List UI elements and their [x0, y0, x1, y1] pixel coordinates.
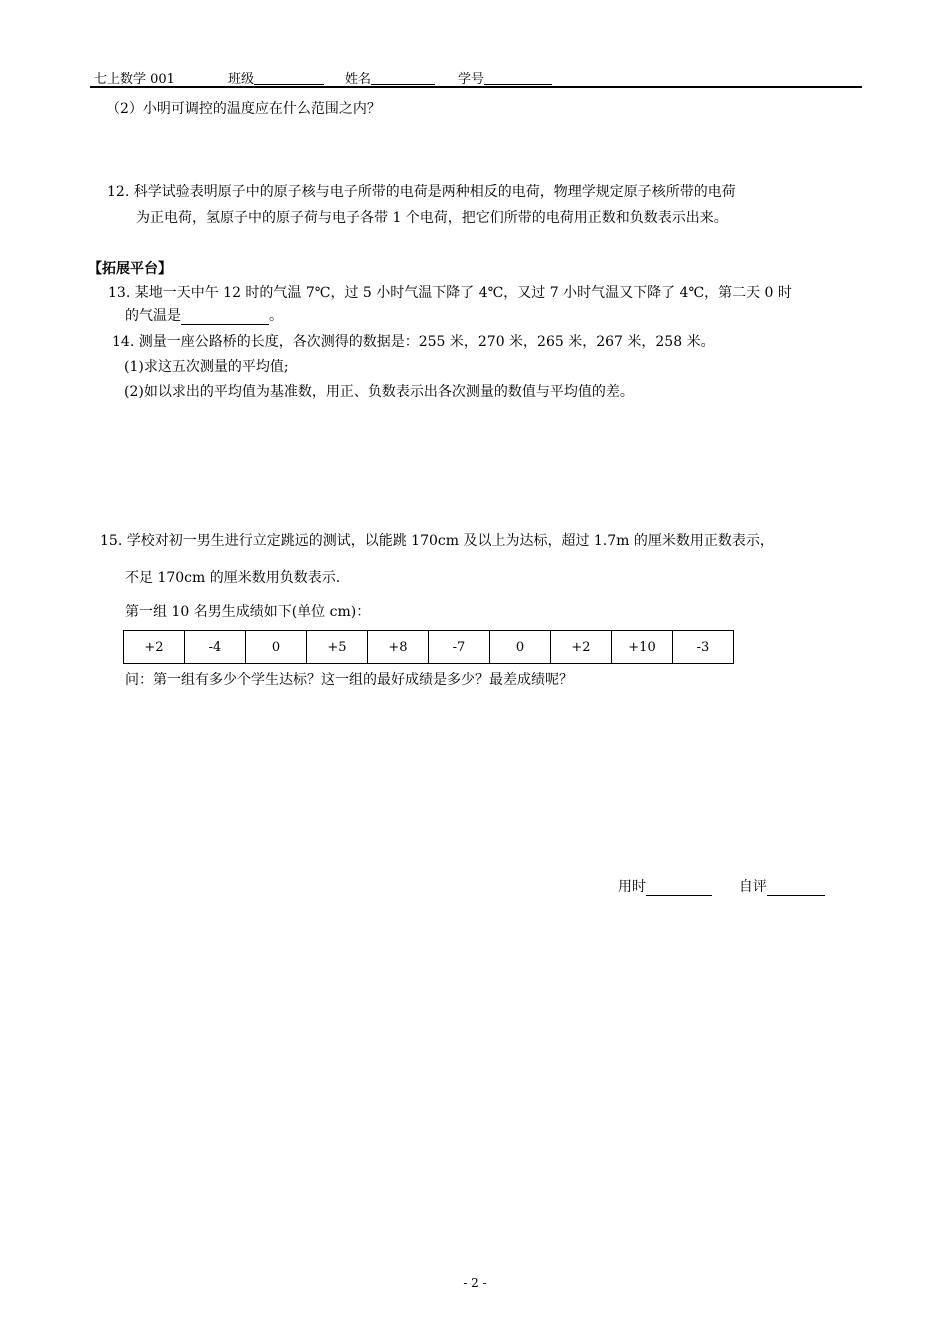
class-label: 班级: [228, 72, 255, 87]
question-13-prefix: 的气温是: [125, 308, 181, 324]
time-blank: [646, 883, 712, 896]
answer-blank: [181, 312, 269, 325]
question-12-line-2: 为正电荷，氢原子中的原子荷与电子各带 1 个电荷，把它们所带的电荷用正数和负数表示出来。: [136, 210, 728, 226]
page-number: - 2 -: [463, 1276, 487, 1290]
table-cell: -3: [673, 631, 734, 664]
footer-evaluation: [618, 876, 825, 896]
table-cell: 0: [490, 631, 551, 664]
class-field: [228, 68, 254, 87]
table-cell: +2: [551, 631, 612, 664]
scores-table: [123, 630, 734, 664]
table-cell: +5: [307, 631, 368, 664]
question-13-line-1: 13. 某地一天中午 12 时的气温 7℃，过 5 小时气温下降了 4℃，又过 7 小时气温又下降了 4℃，第二天 0 时: [108, 285, 792, 301]
number-field: [458, 68, 484, 87]
question-15-question: 问：第一组有多少个学生达标？这一组的最好成绩是多少？最差成绩呢？: [125, 672, 573, 688]
question-11-part-2: （2）小明可调控的温度应在什么范围之内？: [106, 101, 381, 117]
table-row: [124, 631, 734, 664]
table-cell: +10: [612, 631, 673, 664]
name-field: [345, 68, 371, 87]
question-14-line-1: 14. 测量一座公路桥的长度，各次测得的数据是：255 米，270 米，265 米，267 米，258 米。: [112, 334, 715, 350]
self-eval-label: 自评: [738, 879, 767, 895]
question-14-sub-2: (2)如以求出的平均值为基准数，用正、负数表示出各次测量的数值与平均值的差。: [124, 384, 634, 400]
table-cell: 0: [246, 631, 307, 664]
section-title: 【拓展平台】: [88, 261, 172, 277]
question-13-suffix: 。: [269, 308, 283, 324]
table-cell: -7: [429, 631, 490, 664]
question-12-line-1: 12. 科学试验表明原子中的原子核与电子所带的电荷是两种相反的电荷，物理学规定原子核所带的电荷: [107, 184, 736, 200]
question-14-sub-1: (1)求这五次测量的平均值;: [124, 359, 289, 375]
number-blank: [484, 72, 552, 85]
question-15-line-1: 15. 学校对初一男生进行立定跳远的测试，以能跳 170cm 及以上为达标，超过 1.7m 的厘米数用正数表示，: [100, 533, 774, 549]
name-label: 姓名: [345, 72, 372, 87]
self-eval-blank: [767, 883, 825, 896]
number-label: 学号: [458, 72, 485, 87]
question-15-line-3: 第一组 10 名男生成绩如下(单位 cm)：: [125, 604, 371, 620]
question-15-line-2: 不足 170cm 的厘米数用负数表示.: [125, 570, 341, 586]
table-cell: +8: [368, 631, 429, 664]
page-header: [90, 64, 862, 88]
name-blank: [371, 72, 435, 85]
course-title: 七上数学 001: [94, 72, 175, 87]
class-blank: [254, 72, 324, 85]
time-label: 用时: [618, 879, 646, 895]
question-13-line-2: [125, 305, 283, 325]
table-cell: +2: [124, 631, 185, 664]
table-cell: -4: [185, 631, 246, 664]
